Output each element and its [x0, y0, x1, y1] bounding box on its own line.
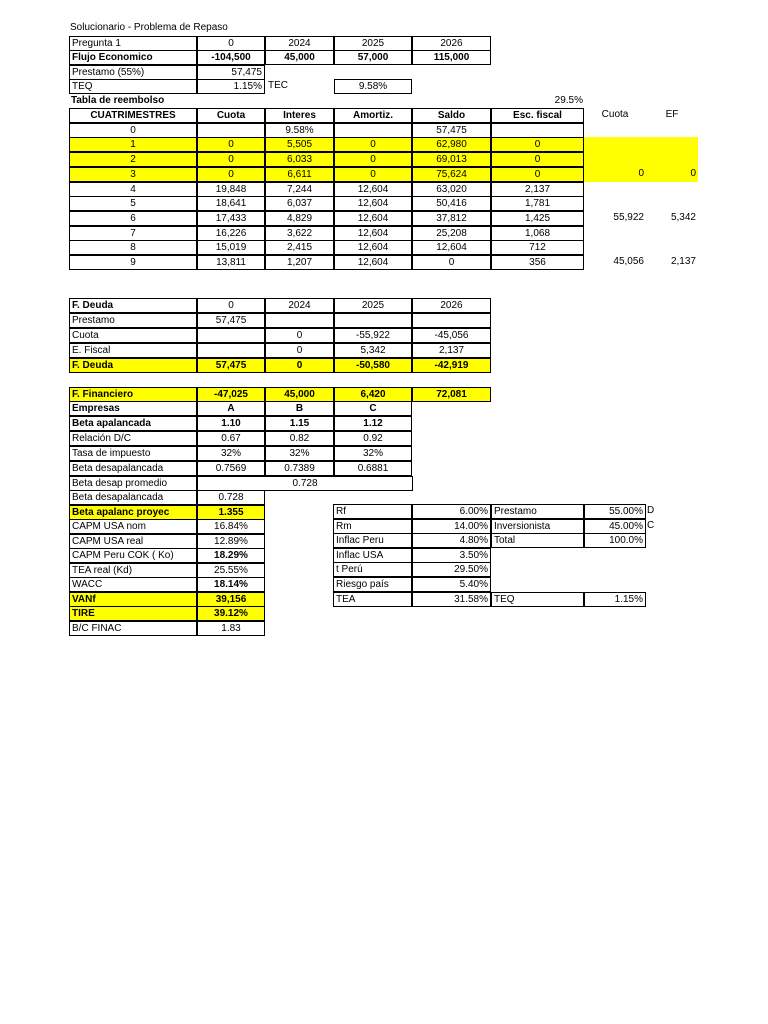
header-row-cell[interactable]: 2024 — [265, 36, 334, 51]
side-cell[interactable]: 55,922 — [613, 212, 644, 223]
sheet-title[interactable]: Solucionario - Problema de Repaso — [70, 22, 228, 33]
side-cell[interactable] — [646, 226, 698, 241]
flujo-economico-row-cell[interactable]: Flujo Economico — [69, 50, 197, 65]
resultado-value[interactable]: 39.12% — [197, 606, 265, 621]
empresas-cell[interactable]: 0.6881 — [334, 461, 412, 476]
reembolso-title[interactable]: Tabla de reembolso — [71, 95, 165, 106]
parametro-label[interactable]: Riesgo país — [333, 577, 412, 592]
reembolso-cell[interactable]: 18,641 — [197, 196, 265, 211]
estructura-label[interactable]: Prestamo — [491, 504, 584, 519]
reembolso-cell[interactable]: 50,416 — [412, 196, 491, 211]
empresas-cell[interactable]: Beta apalancada — [69, 416, 197, 431]
reembolso-cell[interactable] — [334, 123, 412, 138]
side-cell[interactable] — [584, 123, 646, 138]
tec-value[interactable]: 9.58% — [334, 79, 412, 94]
reembolso-cell[interactable]: 1 — [69, 137, 197, 152]
resultado-label[interactable]: B/C FINAC — [69, 621, 197, 636]
resultado-label[interactable]: Beta apalanc proyec — [69, 505, 197, 520]
parametro-value[interactable]: 3.50% — [412, 548, 491, 563]
reembolso-cell[interactable]: 356 — [491, 255, 584, 270]
deuda-cell[interactable]: 2,137 — [412, 343, 491, 358]
reembolso-cell[interactable]: 2,137 — [491, 182, 584, 197]
side-cell[interactable] — [646, 240, 698, 255]
side-cell[interactable]: 2,137 — [670, 256, 696, 267]
empresas-cell[interactable]: 32% — [334, 446, 412, 461]
reembolso-cell[interactable]: 12,604 — [412, 240, 491, 255]
estructura-label[interactable]: Inversionista — [491, 519, 584, 534]
empresas-cell[interactable]: B — [265, 401, 334, 416]
reembolso-cell[interactable]: 6 — [69, 211, 197, 226]
estructura-value[interactable]: 100.0% — [584, 533, 646, 548]
parametro-value[interactable]: 4.80% — [412, 533, 491, 548]
reembolso-cell[interactable]: 0 — [197, 152, 265, 167]
reembolso-header[interactable]: Esc. fiscal — [491, 108, 584, 123]
deuda-cell[interactable]: 0 — [197, 298, 265, 313]
reembolso-cell[interactable]: 0 — [412, 255, 491, 270]
resultado-value[interactable]: 39,156 — [197, 592, 265, 607]
reembolso-cell[interactable]: 1,781 — [491, 196, 584, 211]
resultado-label[interactable]: CAPM USA real — [69, 534, 197, 549]
reembolso-cell[interactable]: 12,604 — [334, 196, 412, 211]
deuda-cell[interactable]: -45,056 — [412, 328, 491, 343]
reembolso-cell[interactable]: 0 — [197, 167, 265, 182]
flujo-economico-row-cell[interactable]: 45,000 — [265, 50, 334, 65]
reembolso-cell[interactable]: 15,019 — [197, 240, 265, 255]
resultado-value[interactable]: 1.355 — [197, 505, 265, 520]
flujo-economico-row-cell[interactable]: -104,500 — [197, 50, 265, 65]
side-cell[interactable] — [584, 182, 646, 197]
resultado-value[interactable]: 1.83 — [197, 621, 265, 636]
reembolso-cell[interactable]: 69,013 — [412, 152, 491, 167]
deuda-cell[interactable]: F. Deuda — [69, 358, 197, 373]
beta-promedio-label[interactable]: Beta desap promedio — [69, 476, 197, 491]
financiero-value[interactable]: 45,000 — [265, 387, 334, 402]
estructura-tag[interactable]: D — [647, 505, 655, 516]
empresas-cell[interactable]: 1.10 — [197, 416, 265, 431]
deuda-cell[interactable]: 0 — [265, 343, 334, 358]
reembolso-cell[interactable]: 6,033 — [265, 152, 334, 167]
deuda-cell[interactable]: -55,922 — [334, 328, 412, 343]
parametro-value[interactable]: 14.00% — [412, 519, 491, 534]
reembolso-cell[interactable]: 4 — [69, 182, 197, 197]
reembolso-cell[interactable] — [197, 123, 265, 138]
deuda-cell[interactable] — [265, 313, 334, 328]
reembolso-cell[interactable]: 12,604 — [334, 240, 412, 255]
flujo-economico-row-cell[interactable]: 57,000 — [334, 50, 412, 65]
header-row-cell[interactable]: 2026 — [412, 36, 491, 51]
deuda-cell[interactable]: Cuota — [69, 328, 197, 343]
financiero-value[interactable]: 6,420 — [334, 387, 412, 402]
side-cell[interactable] — [584, 152, 646, 167]
estructura-value[interactable]: 55.00% — [584, 504, 646, 519]
side-cell[interactable]: 0 — [646, 167, 698, 182]
reembolso-header[interactable]: Interes — [265, 108, 334, 123]
reembolso-cell[interactable]: 25,208 — [412, 226, 491, 241]
side-cell[interactable] — [646, 196, 698, 211]
reembolso-cell[interactable]: 75,624 — [412, 167, 491, 182]
estructura-tag[interactable]: C — [647, 520, 655, 531]
reembolso-cell[interactable]: 6,611 — [265, 167, 334, 182]
reembolso-cell[interactable]: 2,415 — [265, 240, 334, 255]
reembolso-cell[interactable]: 0 — [491, 167, 584, 182]
reembolso-cell[interactable]: 2 — [69, 152, 197, 167]
parametro-label[interactable]: Rm — [333, 519, 412, 534]
reembolso-cell[interactable]: 5,505 — [265, 137, 334, 152]
reembolso-cell[interactable]: 8 — [69, 240, 197, 255]
reembolso-cell[interactable]: 17,433 — [197, 211, 265, 226]
parametro-value[interactable]: 31.58% — [412, 592, 491, 607]
deuda-cell[interactable]: 57,475 — [197, 358, 265, 373]
reembolso-cell[interactable]: 12,604 — [334, 226, 412, 241]
deuda-cell[interactable]: 0 — [265, 328, 334, 343]
tax-rate[interactable]: 29.5% — [554, 95, 583, 106]
reembolso-cell[interactable]: 57,475 — [412, 123, 491, 138]
deuda-cell[interactable]: 2025 — [334, 298, 412, 313]
parametro-value[interactable]: 29.50% — [412, 562, 491, 577]
side-cell[interactable] — [584, 240, 646, 255]
empresas-cell[interactable]: A — [197, 401, 265, 416]
deuda-cell[interactable]: -50,580 — [334, 358, 412, 373]
deuda-cell[interactable]: E. Fiscal — [69, 343, 197, 358]
empresas-cell[interactable]: 1.12 — [334, 416, 412, 431]
reembolso-cell[interactable]: 0 — [334, 152, 412, 167]
reembolso-cell[interactable]: 7,244 — [265, 182, 334, 197]
deuda-cell[interactable] — [197, 343, 265, 358]
side-cell[interactable]: 45,056 — [613, 256, 644, 267]
resultado-label[interactable]: TEA real (Kd) — [69, 563, 197, 578]
reembolso-cell[interactable]: 12,604 — [334, 182, 412, 197]
resultado-label[interactable]: Beta desapalancada — [69, 490, 197, 505]
empresas-cell[interactable]: 0.92 — [334, 431, 412, 446]
resultado-value[interactable]: 18.29% — [197, 548, 265, 563]
side-header[interactable]: Cuota — [601, 109, 629, 120]
side-cell[interactable] — [584, 196, 646, 211]
reembolso-cell[interactable]: 7 — [69, 226, 197, 241]
teq-row-cell[interactable]: 1.15% — [197, 79, 265, 94]
reembolso-cell[interactable]: 3 — [69, 167, 197, 182]
empresas-cell[interactable]: C — [334, 401, 412, 416]
resultado-label[interactable]: TIRE — [69, 606, 197, 621]
reembolso-header[interactable]: CUATRIMESTRES — [69, 108, 197, 123]
financiero-label[interactable]: F. Financiero — [69, 387, 197, 402]
resultado-value[interactable]: 25.55% — [197, 563, 265, 578]
deuda-cell[interactable]: 2026 — [412, 298, 491, 313]
reembolso-cell[interactable]: 3,622 — [265, 226, 334, 241]
financiero-value[interactable]: -47,025 — [197, 387, 265, 402]
teq-box-value[interactable]: 1.15% — [584, 592, 646, 607]
estructura-label[interactable]: Total — [491, 533, 584, 548]
reembolso-cell[interactable]: 6,037 — [265, 196, 334, 211]
deuda-cell[interactable] — [197, 328, 265, 343]
tec-label[interactable]: TEC — [268, 80, 288, 91]
resultado-value[interactable]: 12.89% — [197, 534, 265, 549]
deuda-cell[interactable]: 57,475 — [197, 313, 265, 328]
parametro-label[interactable]: Inflac USA — [333, 548, 412, 563]
reembolso-cell[interactable]: 0 — [491, 137, 584, 152]
empresas-cell[interactable]: Relación D/C — [69, 431, 197, 446]
reembolso-header[interactable]: Amortiz. — [334, 108, 412, 123]
reembolso-cell[interactable]: 712 — [491, 240, 584, 255]
parametro-label[interactable]: Inflac Peru — [333, 533, 412, 548]
flujo-economico-row-cell[interactable]: 115,000 — [412, 50, 491, 65]
resultado-value[interactable]: 18.14% — [197, 577, 265, 592]
parametro-value[interactable]: 6.00% — [412, 504, 491, 519]
side-cell[interactable] — [646, 137, 698, 152]
side-header[interactable]: EF — [665, 109, 679, 120]
teq-row-cell[interactable]: TEQ — [69, 79, 197, 94]
parametro-value[interactable]: 5.40% — [412, 577, 491, 592]
reembolso-cell[interactable]: 9 — [69, 255, 197, 270]
reembolso-cell[interactable]: 1,425 — [491, 211, 584, 226]
resultado-label[interactable]: VANf — [69, 592, 197, 607]
empresas-cell[interactable]: 0.7569 — [197, 461, 265, 476]
resultado-label[interactable]: WACC — [69, 577, 197, 592]
parametro-label[interactable]: Rf — [333, 504, 412, 519]
header-row-cell[interactable]: 2025 — [334, 36, 412, 51]
reembolso-cell[interactable]: 0 — [197, 137, 265, 152]
empresas-cell[interactable]: 0.67 — [197, 431, 265, 446]
reembolso-cell[interactable]: 12,604 — [334, 255, 412, 270]
side-cell[interactable] — [584, 137, 646, 152]
reembolso-cell[interactable]: 12,604 — [334, 211, 412, 226]
prestamo-row-cell[interactable]: Prestamo (55%) — [69, 65, 197, 80]
reembolso-cell[interactable]: 0 — [69, 123, 197, 138]
reembolso-cell[interactable]: 0 — [334, 137, 412, 152]
reembolso-cell[interactable]: 4,829 — [265, 211, 334, 226]
reembolso-cell[interactable]: 63,020 — [412, 182, 491, 197]
deuda-cell[interactable]: F. Deuda — [69, 298, 197, 313]
resultado-label[interactable]: CAPM USA nom — [69, 519, 197, 534]
empresas-cell[interactable]: 0.7389 — [265, 461, 334, 476]
reembolso-header[interactable]: Cuota — [197, 108, 265, 123]
empresas-cell[interactable]: Empresas — [69, 401, 197, 416]
header-row-cell[interactable]: 0 — [197, 36, 265, 51]
reembolso-cell[interactable]: 13,811 — [197, 255, 265, 270]
deuda-cell[interactable]: 0 — [265, 358, 334, 373]
reembolso-cell[interactable]: 5 — [69, 196, 197, 211]
deuda-cell[interactable] — [412, 313, 491, 328]
reembolso-cell[interactable]: 37,812 — [412, 211, 491, 226]
empresas-cell[interactable]: 1.15 — [265, 416, 334, 431]
deuda-cell[interactable]: 5,342 — [334, 343, 412, 358]
reembolso-cell[interactable]: 0 — [491, 152, 584, 167]
resultado-label[interactable]: CAPM Peru COK ( Ko) — [69, 548, 197, 563]
empresas-cell[interactable]: 32% — [197, 446, 265, 461]
side-cell[interactable] — [646, 182, 698, 197]
reembolso-cell[interactable] — [491, 123, 584, 138]
reembolso-cell[interactable]: 62,980 — [412, 137, 491, 152]
side-cell[interactable] — [646, 152, 698, 167]
empresas-cell[interactable]: Tasa de impuesto — [69, 446, 197, 461]
teq-box-label[interactable]: TEQ — [491, 592, 584, 607]
reembolso-cell[interactable]: 1,068 — [491, 226, 584, 241]
resultado-value[interactable]: 16.84% — [197, 519, 265, 534]
reembolso-cell[interactable]: 16,226 — [197, 226, 265, 241]
reembolso-header[interactable]: Saldo — [412, 108, 491, 123]
resultado-value[interactable]: 0.728 — [197, 490, 265, 505]
deuda-cell[interactable] — [334, 313, 412, 328]
side-cell[interactable]: 0 — [584, 167, 646, 182]
reembolso-cell[interactable]: 0 — [334, 167, 412, 182]
deuda-cell[interactable]: -42,919 — [412, 358, 491, 373]
reembolso-cell[interactable]: 19,848 — [197, 182, 265, 197]
reembolso-cell[interactable]: 9.58% — [265, 123, 334, 138]
deuda-cell[interactable]: Prestamo — [69, 313, 197, 328]
empresas-cell[interactable]: 32% — [265, 446, 334, 461]
parametro-label[interactable]: t Perú — [333, 562, 412, 577]
deuda-cell[interactable]: 2024 — [265, 298, 334, 313]
estructura-value[interactable]: 45.00% — [584, 519, 646, 534]
side-cell[interactable] — [646, 123, 698, 138]
header-row-cell[interactable]: Pregunta 1 — [69, 36, 197, 51]
side-cell[interactable] — [584, 226, 646, 241]
reembolso-cell[interactable]: 1,207 — [265, 255, 334, 270]
prestamo-row-cell[interactable]: 57,475 — [197, 65, 265, 80]
financiero-value[interactable]: 72,081 — [412, 387, 491, 402]
empresas-cell[interactable]: 0.82 — [265, 431, 334, 446]
empresas-cell[interactable]: Beta desapalancada — [69, 461, 197, 476]
beta-promedio-value[interactable]: 0.728 — [197, 476, 413, 491]
parametro-label[interactable]: TEA — [333, 592, 412, 607]
side-cell[interactable]: 5,342 — [670, 212, 696, 223]
